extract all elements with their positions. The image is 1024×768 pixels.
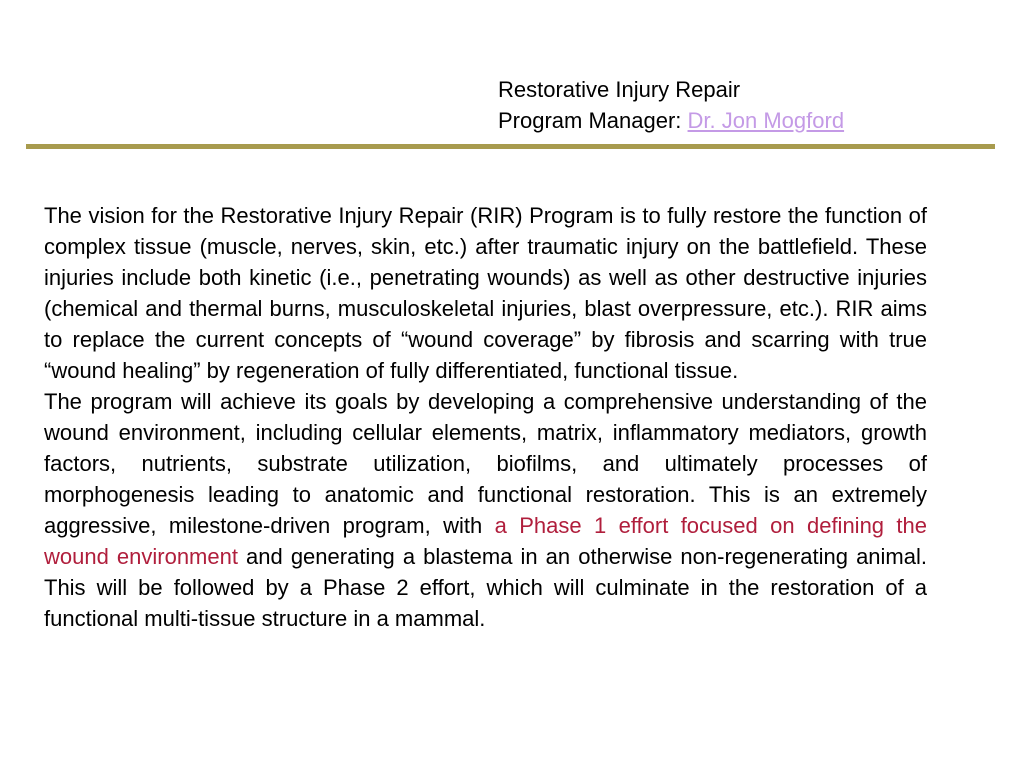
goals-text-end: and generating a blastema in an otherwise non-regenerating animal. This will be followed by a Phase 2 effort, which will culminate in the restoration of a functional multi-tissue structure in a mammal. bbox=[44, 544, 927, 631]
goals-paragraph bbox=[44, 386, 927, 634]
slide-header bbox=[498, 74, 844, 136]
header-divider bbox=[26, 144, 995, 149]
slide-body bbox=[44, 200, 927, 634]
program-manager-line bbox=[498, 105, 844, 136]
program-manager-link[interactable]: Dr. Jon Mogford bbox=[687, 108, 845, 133]
phase1-highlight: a Phase 1 effort focused on defining the wound environment bbox=[44, 513, 927, 569]
program-manager-label: Program Manager: bbox=[498, 108, 682, 133]
program-title: Restorative Injury Repair bbox=[498, 77, 741, 102]
goals-text-start: The program will achieve its goals by developing a comprehensive understanding of the wound environment, including cellular elements, matrix, inflammatory mediators, growth factors, nutrients, substrate utilization, biofilms, and ultimately processes of morphogenesis leading to anatomic and functional restoration. This is an extremely aggressive, milestone-driven program, with bbox=[44, 389, 927, 538]
vision-paragraph: The vision for the Restorative Injury Repair (RIR) Program is to fully restore the function of complex tissue (muscle, nerves, skin, etc.) after traumatic injury on the battlefield. These injuries include both kinetic (i.e., penetrating wounds) as well as other destructive injuries (chemical and thermal burns, musculoskeletal injuries, blast overpressure, etc.). RIR aims to replace the current concepts of “wound coverage” by fibrosis and scarring with true “wound healing” by regeneration of fully differentiated, functional tissue. bbox=[44, 203, 927, 383]
